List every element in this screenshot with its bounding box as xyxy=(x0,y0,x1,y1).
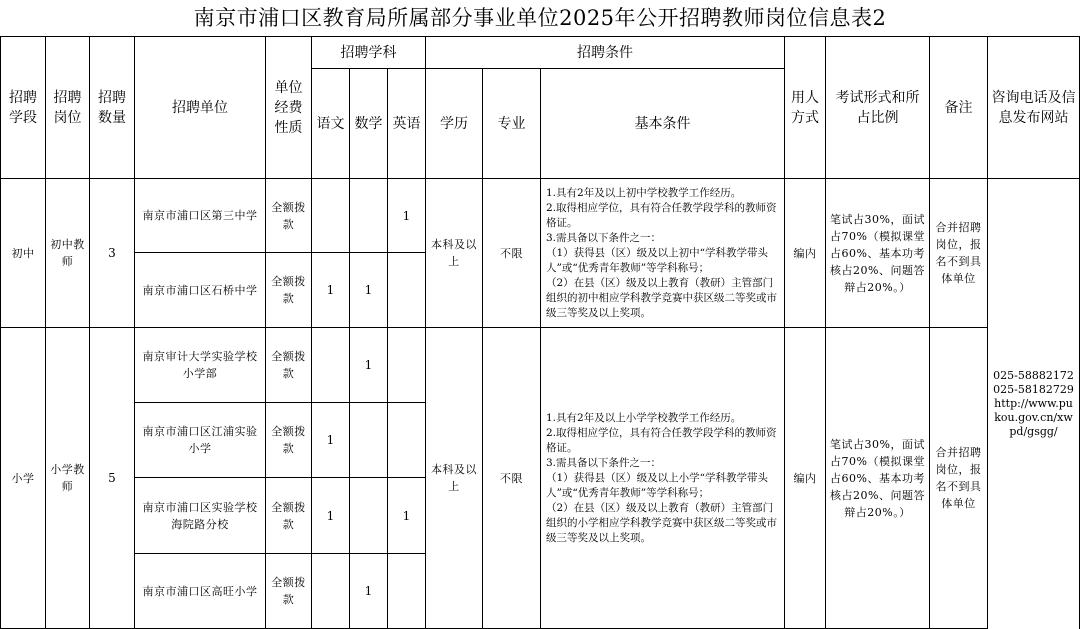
recruitment-table xyxy=(0,36,1080,629)
table-row xyxy=(1,179,1080,253)
count-cell: 5 xyxy=(90,328,135,629)
condition-line: （1）获得县（区）级及以上初中“学科教学带头人”或“优秀青年教师”等学科称号； xyxy=(546,246,769,274)
condition-line: 3.需具备以下条件之一： xyxy=(546,231,662,244)
header-unit: 招聘单位 xyxy=(135,37,266,179)
header-employment: 用人方式 xyxy=(785,37,826,179)
page-title: 南京市浦口区教育局所属部分事业单位2025年公开招聘教师岗位信息表2 xyxy=(193,6,887,30)
unit-name-cell: 南京市浦口区江浦实验小学 xyxy=(135,403,266,478)
header-chinese: 语文 xyxy=(312,69,350,179)
condition-line: （1）获得县（区）级及以上小学“学科教学带头人”或“优秀青年教师”等学科称号； xyxy=(546,471,769,499)
math-cell xyxy=(350,478,388,554)
count-cell: 3 xyxy=(90,179,135,328)
unit-name-cell: 南京市浦口区高旺小学 xyxy=(135,554,266,629)
exam-cell: 笔试占30%，面试占70%（模拟课堂占60%、基本功考核占20%、问题答辩占20%。） xyxy=(826,179,930,328)
chinese-cell xyxy=(312,179,350,253)
education-cell: 本科及以上 xyxy=(426,179,483,328)
funding-cell: 全额拨款 xyxy=(266,478,312,554)
funding-cell: 全额拨款 xyxy=(266,403,312,478)
unit-name-cell: 南京市浦口区第三中学 xyxy=(135,179,266,253)
post-cell: 初中教师 xyxy=(46,179,90,328)
english-cell: 1 xyxy=(388,478,426,554)
header-funding: 单位经费性质 xyxy=(266,37,312,179)
condition-line: 1.具有2年及以上小学学校教学工作经历。 xyxy=(546,411,742,424)
header-basic: 基本条件 xyxy=(541,69,785,179)
english-cell: 1 xyxy=(388,179,426,253)
header-post: 招聘岗位 xyxy=(46,37,90,179)
header-exam: 考试形式和所占比例 xyxy=(826,37,930,179)
condition-line: 2.取得相应学位，具有符合任教学段学科的教师资格证。 xyxy=(546,201,777,229)
conditions-cell xyxy=(541,328,785,629)
funding-cell: 全额拨款 xyxy=(266,554,312,629)
table-row xyxy=(1,328,1080,403)
chinese-cell: 1 xyxy=(312,478,350,554)
remark-cell: 合并招聘岗位，报名不到具体单位 xyxy=(930,179,988,328)
education-cell: 本科及以上 xyxy=(426,328,483,629)
chinese-cell: 1 xyxy=(312,253,350,328)
funding-cell: 全额拨款 xyxy=(266,328,312,403)
exam-cell: 笔试占30%，面试占70%（模拟课堂占60%、基本功考核占20%、问题答辩占20%。） xyxy=(826,328,930,629)
english-cell xyxy=(388,253,426,328)
employment-cell: 编内 xyxy=(785,179,826,328)
post-cell: 小学教师 xyxy=(46,328,90,629)
unit-name-cell: 南京审计大学实验学校小学部 xyxy=(135,328,266,403)
contact-website-link[interactable]: http://www.pukou.gov.cn/xwpd/gsgg/ xyxy=(994,396,1073,438)
header-math: 数学 xyxy=(350,69,388,179)
major-cell: 不限 xyxy=(483,328,541,629)
unit-name-cell: 南京市浦口区石桥中学 xyxy=(135,253,266,328)
header-education: 学历 xyxy=(426,69,483,179)
funding-cell: 全额拨款 xyxy=(266,253,312,328)
chinese-cell xyxy=(312,328,350,403)
header-remark: 备注 xyxy=(930,37,988,179)
condition-line: （2）在县（区）级及以上教育（教研）主管部门组织的小学相应学科教学竞赛中获区级二等奖或市级三等奖及以上奖项。 xyxy=(546,501,777,544)
math-cell xyxy=(350,403,388,478)
condition-line: 3.需具备以下条件之一： xyxy=(546,456,662,469)
conditions-cell xyxy=(541,179,785,328)
english-cell xyxy=(388,403,426,478)
header-row-1 xyxy=(1,37,1080,69)
english-cell xyxy=(388,554,426,629)
condition-line: 2.取得相应学位，具有符合任教学段学科的教师资格证。 xyxy=(546,426,777,454)
contact-phone-1: 025-58882172 xyxy=(993,368,1074,382)
employment-cell: 编内 xyxy=(785,328,826,629)
header-english: 英语 xyxy=(388,69,426,179)
stage-cell: 初中 xyxy=(1,179,46,328)
chinese-cell: 1 xyxy=(312,403,350,478)
stage-cell: 小学 xyxy=(1,328,46,629)
header-count: 招聘数量 xyxy=(90,37,135,179)
math-cell xyxy=(350,179,388,253)
remark-cell: 合并招聘岗位，报名不到具体单位 xyxy=(930,328,988,629)
chinese-cell xyxy=(312,554,350,629)
header-subjects: 招聘学科 xyxy=(312,37,426,69)
header-contact: 咨询电话及信息发布网站 xyxy=(988,37,1080,179)
condition-line: （2）在县（区）级及以上教育（教研）主管部门组织的初中相应学科教学竞赛中获区级二等奖或市级三等奖及以上奖项。 xyxy=(546,276,777,319)
header-conditions: 招聘条件 xyxy=(426,37,785,69)
major-cell: 不限 xyxy=(483,179,541,328)
header-stage: 招聘学段 xyxy=(1,37,46,179)
condition-line: 1.具有2年及以上初中学校教学工作经历。 xyxy=(546,186,742,199)
contact-phone-2: 025-58182729 xyxy=(993,382,1074,396)
funding-cell: 全额拨款 xyxy=(266,179,312,253)
math-cell: 1 xyxy=(350,253,388,328)
contact-cell xyxy=(988,179,1080,629)
math-cell: 1 xyxy=(350,554,388,629)
math-cell: 1 xyxy=(350,328,388,403)
unit-name-cell: 南京市浦口区实验学校海院路分校 xyxy=(135,478,266,554)
header-major: 专业 xyxy=(483,69,541,179)
english-cell xyxy=(388,328,426,403)
